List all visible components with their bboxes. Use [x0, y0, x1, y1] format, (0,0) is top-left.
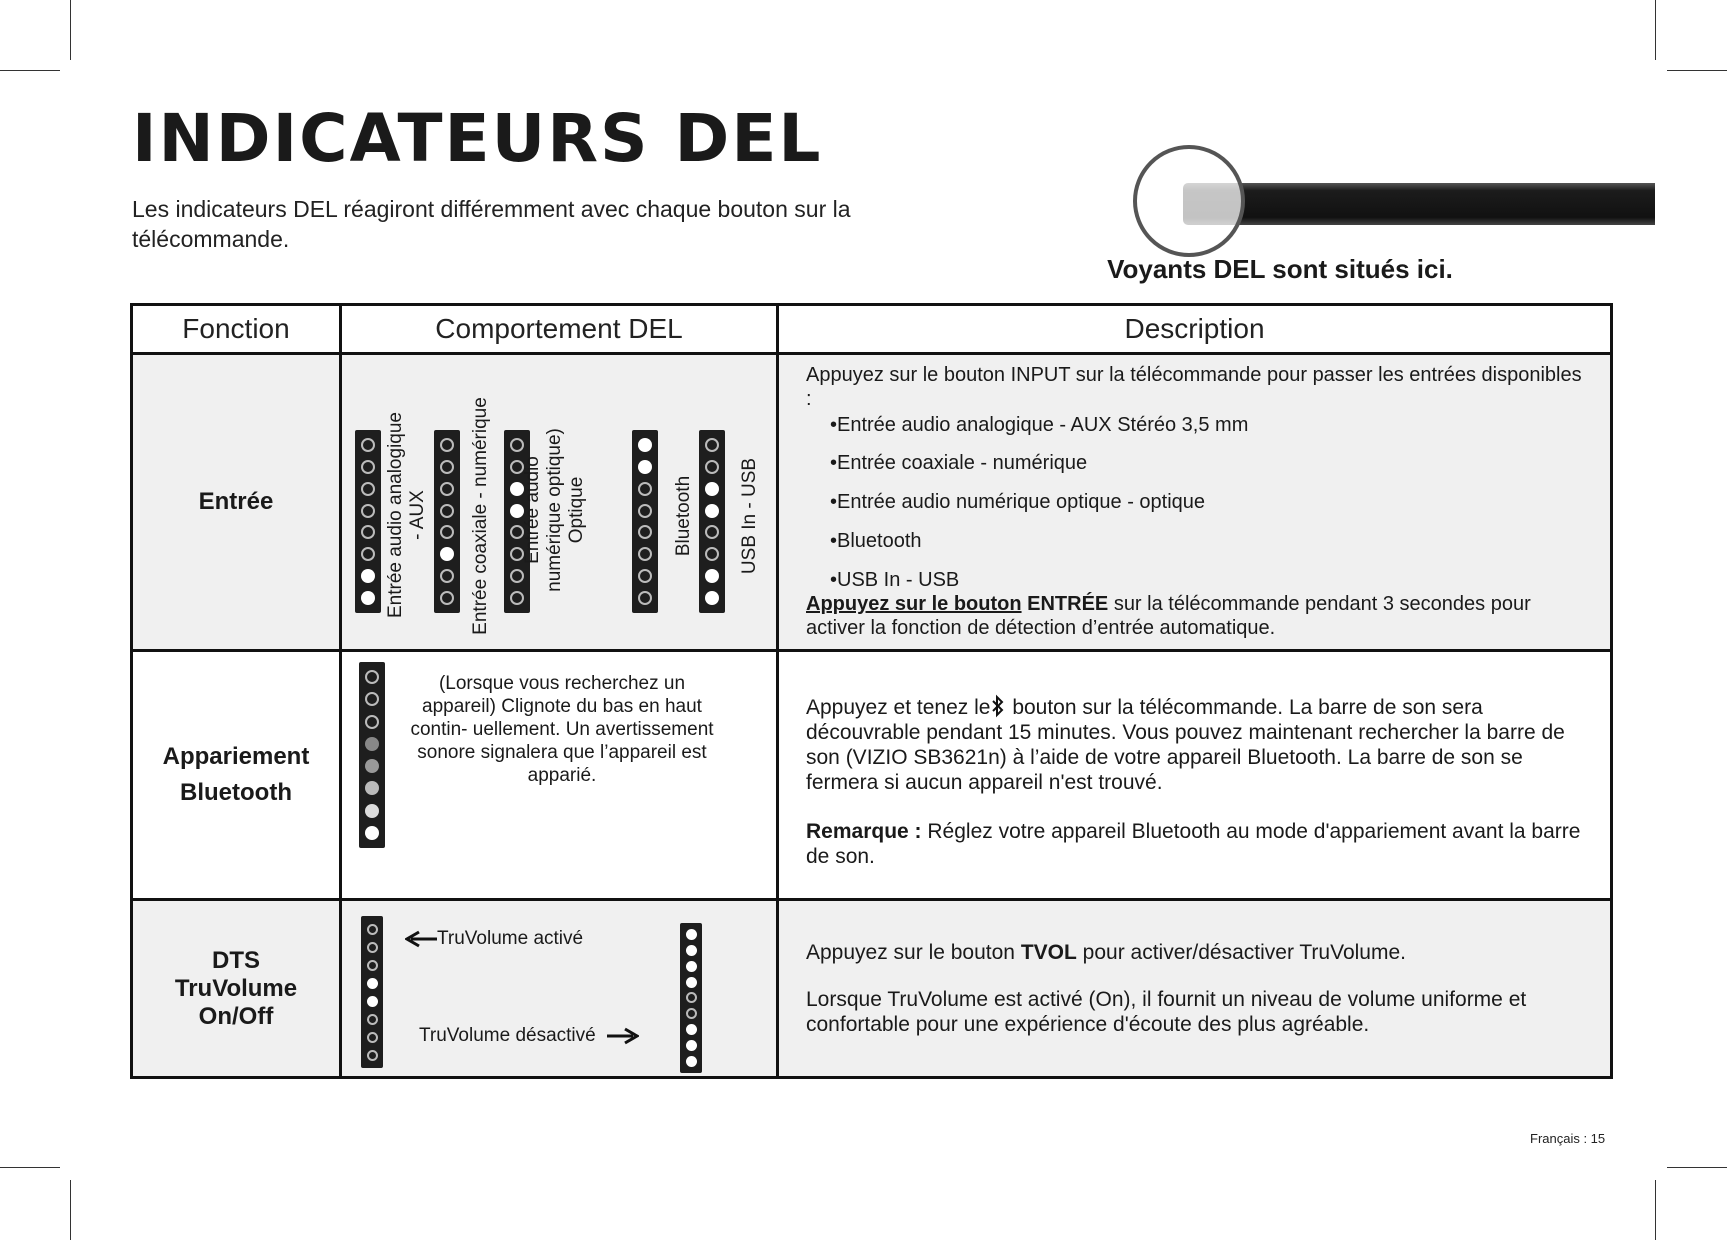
led-dot [365, 826, 379, 840]
led-strip-bluetooth [632, 430, 658, 613]
function-tv-line1: DTS [212, 946, 260, 974]
truvolume-desc-p1 [806, 940, 1596, 965]
led-dot [440, 482, 454, 496]
truvolume-off-label: TruVolume désactivé [419, 1025, 596, 1046]
led-dot [365, 737, 379, 751]
led-dot [686, 977, 697, 988]
press-bold: ENTRÉE [1027, 593, 1109, 615]
bt-desc-part1: Appuyez et tenez le [806, 696, 991, 719]
entree-bullet: •Entrée audio numérique optique - optique [830, 491, 1206, 513]
led-dot [638, 591, 652, 605]
led-dot [638, 504, 652, 518]
led-dot [638, 460, 652, 474]
led-dot [686, 945, 697, 956]
led-dot [365, 804, 379, 818]
led-dot [686, 1008, 697, 1019]
intro-text: Les indicateurs DEL réagiront différemment avec chaque bouton sur la télécommande. [132, 196, 851, 252]
led-dot [361, 525, 375, 539]
entree-press-note [806, 592, 1586, 640]
function-tv-line2: TruVolume [174, 974, 298, 1002]
led-dot [705, 460, 719, 474]
led-strip-coax [434, 430, 460, 613]
table-divider [776, 306, 779, 1076]
led-strip-pairing [359, 662, 385, 848]
led-dot [365, 670, 379, 684]
crop-mark [0, 70, 60, 71]
led-label-bluetooth: Bluetooth [673, 475, 694, 557]
led-dot [361, 569, 375, 583]
led-dot [705, 482, 719, 496]
led-strip-tv-off [680, 923, 702, 1073]
page-number: Français : 15 [1530, 1131, 1606, 1146]
led-dot [367, 942, 378, 953]
led-indicator-table [130, 303, 1613, 1079]
led-dot [361, 504, 375, 518]
led-dot [367, 1014, 378, 1025]
function-bluetooth-line1: Appariement [162, 743, 310, 770]
led-dot [365, 781, 379, 795]
description-bluetooth [806, 694, 1596, 894]
description-truvolume [806, 940, 1596, 1070]
press-rest: sur la télécommande pendant 3 secondes pour activer la fonction de détection d’entrée automatique. [806, 593, 1531, 639]
led-dot [705, 547, 719, 561]
led-dot [361, 591, 375, 605]
entree-bullet: •USB In - USB [830, 569, 960, 591]
led-strip-tv-on [361, 916, 383, 1068]
led-location-circle [1133, 145, 1245, 257]
led-dot [686, 961, 697, 972]
led-dot [638, 547, 652, 561]
crop-mark [1655, 1180, 1656, 1240]
led-dot [365, 759, 379, 773]
entree-bullet: •Entrée coaxiale - numérique [830, 452, 1088, 474]
function-bluetooth-line2: Bluetooth [180, 779, 292, 806]
entree-bullet: •Entrée audio analogique - AUX Stéréo 3,5 mm [830, 414, 1249, 436]
led-dot [367, 978, 378, 989]
led-dot [440, 460, 454, 474]
led-dot [440, 504, 454, 518]
crop-mark [70, 0, 71, 60]
led-dot [686, 992, 697, 1003]
led-label-coax: Entrée coaxiale - numérique [470, 397, 491, 635]
led-dot [705, 504, 719, 518]
bluetooth-icon [990, 694, 1006, 718]
led-dot [686, 1056, 697, 1067]
entree-intro: Appuyez sur le bouton INPUT sur la télécommande pour passer les entrées disponibles : [806, 364, 1582, 410]
led-dot [638, 569, 652, 583]
led-dot [686, 929, 697, 940]
behavior-bluetooth [342, 652, 776, 898]
led-dot [361, 460, 375, 474]
function-entree: Entrée [198, 488, 274, 515]
arrow-right-icon [607, 1027, 639, 1045]
tv-p1-bold: TVOL [1020, 941, 1077, 964]
led-dot [705, 569, 719, 583]
led-dot [638, 438, 652, 452]
function-tv-line3: On/Off [198, 1002, 274, 1030]
led-dot [367, 960, 378, 971]
header-description: Description [1124, 313, 1265, 344]
led-dot [365, 715, 379, 729]
led-dot [705, 525, 719, 539]
press-link: Appuyez sur le bouton [806, 593, 1022, 615]
truvolume-on-label: TruVolume activé [437, 928, 584, 949]
led-dot [638, 525, 652, 539]
led-dot [440, 569, 454, 583]
led-dot [367, 1050, 378, 1061]
arrow-left-icon [405, 930, 437, 948]
led-dot [686, 1040, 697, 1051]
led-dot [686, 1024, 697, 1035]
note-label: Remarque : [806, 820, 922, 843]
led-dot [367, 1032, 378, 1043]
header-behavior: Comportement DEL [435, 313, 683, 344]
entree-bullet: •Bluetooth [830, 530, 922, 552]
behavior-truvolume [342, 901, 776, 1076]
led-dot [440, 525, 454, 539]
crop-mark [70, 1180, 71, 1240]
tv-p1-pre: Appuyez sur le bouton [806, 941, 1015, 964]
led-label-optical: Entrée audio numérique optique) Optique [522, 428, 587, 592]
led-dot [365, 692, 379, 706]
description-entree [806, 363, 1586, 643]
function-truvolume [133, 901, 339, 1076]
led-location-caption: Voyants DEL sont situés ici. [1107, 254, 1453, 284]
led-label-aux: Entrée audio analogique - AUX [385, 412, 428, 619]
led-dot [440, 547, 454, 561]
tv-p1-post: pour activer/désactiver TruVolume. [1082, 941, 1406, 964]
led-dot [367, 924, 378, 935]
note-text: Réglez votre appareil Bluetooth au mode d'appariement avant la barre de son. [806, 820, 1581, 868]
led-dot [705, 591, 719, 605]
bluetooth-note [806, 819, 1596, 869]
pairing-behavior-text: (Lorsque vous recherchez un appareil) Clignote du bas en haut contin- uellement. Un avertissement sonore signalera que l’appareil est apparié. [410, 673, 714, 786]
truvolume-desc-p2: Lorsque TruVolume est activé (On), il fournit un niveau de volume uniforme et confortable pour une expérience d'écoute des plus agréable. [806, 988, 1527, 1036]
led-strip-usb [699, 430, 725, 613]
crop-mark [0, 1167, 60, 1168]
bluetooth-desc-main [806, 694, 1596, 795]
led-dot [361, 438, 375, 452]
led-dot [440, 591, 454, 605]
header-function: Fonction [182, 313, 290, 344]
crop-mark [1655, 0, 1656, 60]
function-bluetooth [133, 652, 339, 898]
led-dot [705, 438, 719, 452]
crop-mark [1667, 70, 1727, 71]
led-dot [361, 547, 375, 561]
led-dot [361, 482, 375, 496]
page-title: INDICATEURS DEL [132, 100, 823, 177]
bt-desc-part2: bouton sur la télécommande. La barre de son sera découvrable pendant 15 minutes. Vous pouvez maintenant rechercher la barre de son (VIZIO SB3621n) à l’aide de votre appareil Bluetooth. La barre de son se fermera si aucun appareil n'est trouvé. [806, 696, 1565, 794]
led-strip-aux [355, 430, 381, 613]
led-dot [367, 996, 378, 1007]
led-label-usb: USB In - USB [739, 457, 760, 575]
led-dot [638, 482, 652, 496]
crop-mark [1667, 1167, 1727, 1168]
behavior-entree [342, 355, 776, 649]
soundbar-illustration [1183, 183, 1655, 225]
led-dot [440, 438, 454, 452]
